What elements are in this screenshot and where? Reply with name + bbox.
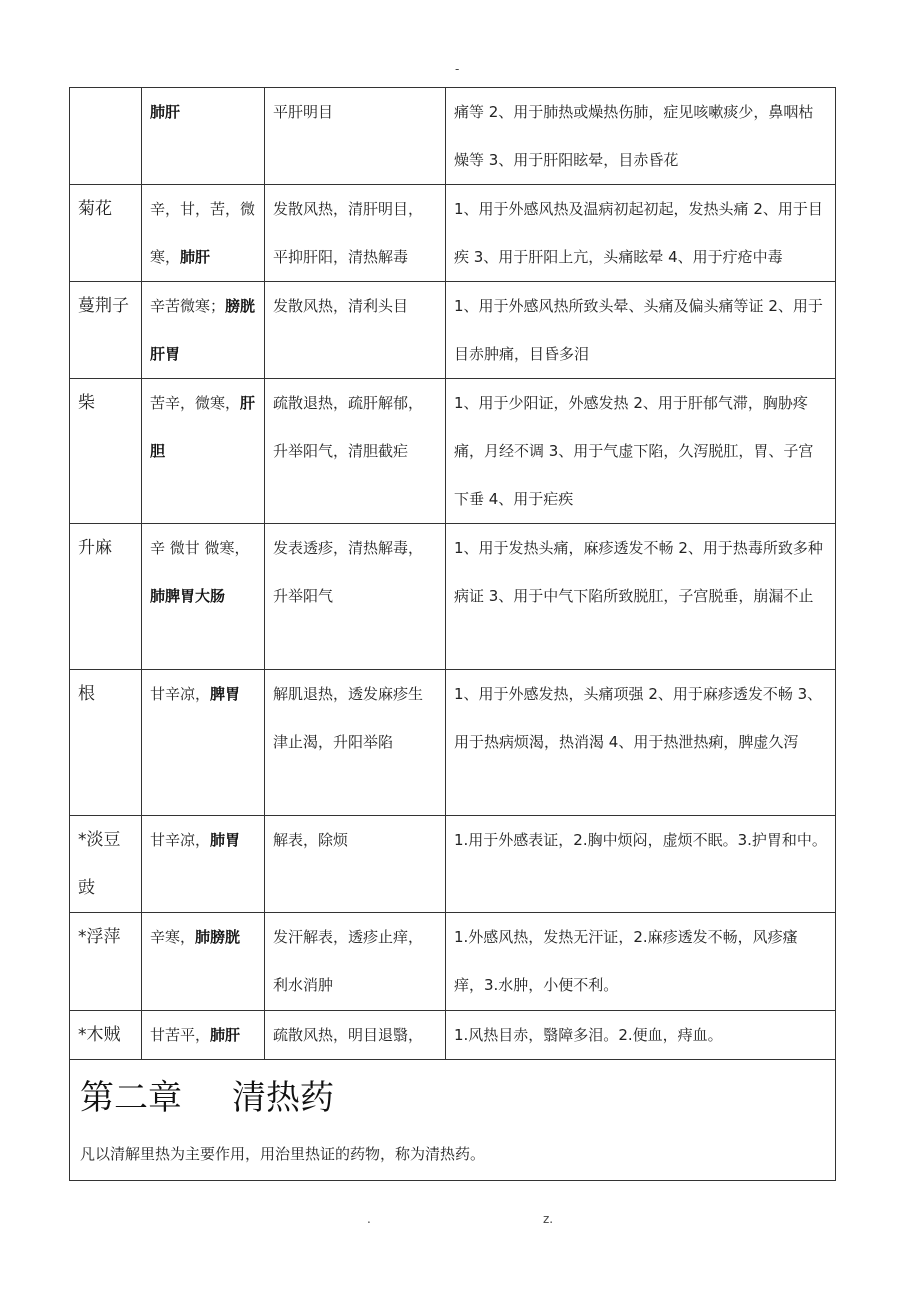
herb-property: [142, 88, 265, 185]
herb-effect: 平肝明目: [265, 88, 446, 185]
herb-meridian: 脾胃: [210, 685, 241, 703]
herb-taste: 辛，甘，苦，微寒，: [150, 200, 256, 266]
herb-name: 蔓荆子: [70, 282, 142, 379]
herb-property: [142, 913, 265, 1011]
table-row: [70, 282, 836, 379]
herb-property: [142, 816, 265, 913]
herb-effect: 解表，除烦: [265, 816, 446, 913]
herb-property: [142, 1011, 265, 1060]
herb-taste: 甘辛凉，: [150, 685, 211, 703]
chapter-section: [70, 1060, 836, 1181]
herb-name: *木贼: [70, 1011, 142, 1060]
table-row: [70, 670, 836, 816]
table-row: [70, 185, 836, 282]
herb-effect: 疏散风热，明目退翳，: [265, 1011, 446, 1060]
herb-name: [70, 88, 142, 185]
herb-name: *浮萍: [70, 913, 142, 1011]
chapter-heading: [80, 1070, 825, 1126]
herb-meridian: 肝胆: [150, 394, 256, 460]
herb-table: [69, 87, 836, 1181]
herb-usage: 1.风热目赤，翳障多泪。2.便血，痔血。: [446, 1011, 836, 1060]
herb-usage: 1.用于外感表证，2.胸中烦闷，虚烦不眠。3.护胃和中。: [446, 816, 836, 913]
herb-meridian: 肺膀胱: [195, 928, 241, 946]
herb-name: 根: [70, 670, 142, 816]
chapter-number: 第二章: [80, 1078, 182, 1118]
table-row: [70, 379, 836, 524]
herb-usage: 1、用于发热头痛，麻疹透发不畅 2、用于热毒所致多种病证 3、用于中气下陷所致脱肛，子宫脱垂，崩漏不止: [446, 524, 836, 670]
herb-name: 升麻: [70, 524, 142, 670]
herb-taste: 辛寒，: [150, 928, 196, 946]
header-mark: -: [455, 62, 460, 76]
herb-usage: 1、用于外感风热所致头晕、头痛及偏头痛等证 2、用于目赤肿痛，目昏多泪: [446, 282, 836, 379]
herb-taste: 甘辛凉，: [150, 831, 211, 849]
herb-name: 菊花: [70, 185, 142, 282]
herb-meridian: 肺肝: [150, 103, 181, 121]
herb-meridian: 肺胃: [210, 831, 241, 849]
herb-usage: 1.外感风热，发热无汗证，2.麻疹透发不畅，风疹瘙痒，3.水肿，小便不利。: [446, 913, 836, 1011]
herb-meridian: 肺脾胃大肠: [150, 587, 226, 605]
herb-property: [142, 282, 265, 379]
herb-usage: 1、用于外感风热及温病初起初起，发热头痛 2、用于目疾 3、用于肝阳上亢，头痛眩晕 4、用于疔疮中毒: [446, 185, 836, 282]
herb-taste: 辛 微甘 微寒，: [150, 539, 250, 557]
chapter-description: 凡以清解里热为主要作用，用治里热证的药物，称为清热药。: [80, 1145, 486, 1163]
chapter-row: [70, 1060, 836, 1181]
herb-effect: 发散风热，清肝明目，平抑肝阳，清热解毒: [265, 185, 446, 282]
footer-left-mark: .: [367, 1212, 371, 1226]
herb-meridian: 肺肝: [180, 248, 211, 266]
herb-taste: 苦辛，微寒，: [150, 394, 241, 412]
herb-taste: 辛苦微寒；: [150, 297, 226, 315]
herb-usage: 1、用于外感发热，头痛项强 2、用于麻疹透发不畅 3、用于热病烦渴，热消渴 4、用于热泄热痢，脾虚久泻: [446, 670, 836, 816]
herb-usage: 痛等 2、用于肺热或燥热伤肺，症见咳嗽痰少，鼻咽枯燥等 3、用于肝阳眩晕，目赤昏花: [446, 88, 836, 185]
herb-name: *淡豆豉: [70, 816, 142, 913]
table-row: [70, 913, 836, 1011]
table-row: [70, 816, 836, 913]
herb-property: [142, 379, 265, 524]
herb-property: [142, 670, 265, 816]
herb-meridian: 肺肝: [210, 1026, 241, 1044]
table-row: [70, 524, 836, 670]
table-row: [70, 88, 836, 185]
herb-meridian: 膀胱肝胃: [150, 297, 256, 363]
table-row: [70, 1011, 836, 1060]
herb-property: [142, 524, 265, 670]
herb-effect: 解肌退热，透发麻疹生津止渴，升阳举陷: [265, 670, 446, 816]
herb-taste: 甘苦平，: [150, 1026, 211, 1044]
herb-effect: 发汗解表，透疹止痒，利水消肿: [265, 913, 446, 1011]
herb-property: [142, 185, 265, 282]
footer-right-mark: z.: [543, 1212, 554, 1226]
chapter-title: 清热药: [232, 1078, 334, 1118]
herb-effect: 疏散退热，疏肝解郁，升举阳气，清胆截疟: [265, 379, 446, 524]
herb-name: 柴: [70, 379, 142, 524]
herb-effect: 发散风热，清利头目: [265, 282, 446, 379]
herb-usage: 1、用于少阳证，外感发热 2、用于肝郁气滞，胸胁疼痛，月经不调 3、用于气虚下陷，久泻脱肛，胃、子宫下垂 4、用于疟疾: [446, 379, 836, 524]
herb-effect: 发表透疹，清热解毒，升举阳气: [265, 524, 446, 670]
